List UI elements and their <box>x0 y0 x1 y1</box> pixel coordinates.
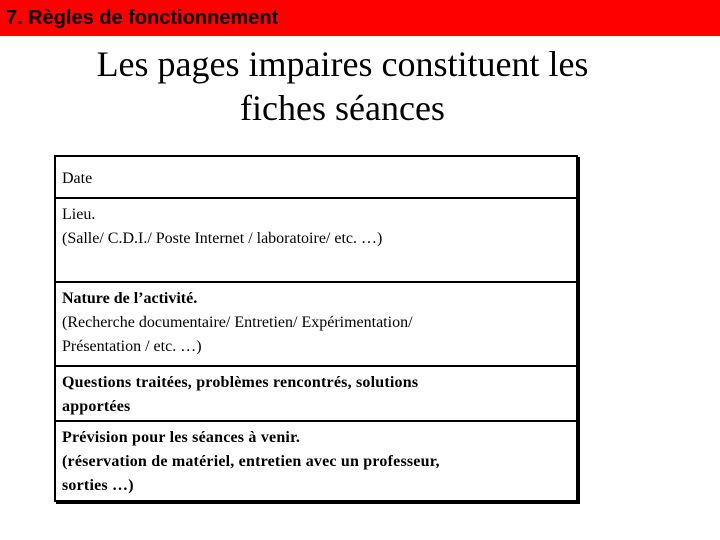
section-title: 7. Règles de fonctionnement <box>6 7 279 29</box>
form-row-planning <box>56 422 576 500</box>
form-row-questions <box>56 367 576 422</box>
location-examples: (Salle/ C.D.I./ Poste Internet / laboratoire/ etc. …) <box>62 230 383 247</box>
date-label: Date <box>62 170 93 187</box>
page-title-line-1: Les pages impaires constituent les <box>96 44 589 84</box>
activity-type-examples-line-1: (Recherche documentaire/ Entretien/ Expérimentation/ <box>62 314 413 331</box>
planning-examples-line-2: sorties …) <box>62 477 134 494</box>
header-bar <box>0 0 720 36</box>
form-row-activity-type <box>56 283 576 367</box>
planning-label: Prévision pour les séances à venir. <box>62 429 301 446</box>
form-row-location <box>56 199 576 283</box>
planning-examples-line-1: (réservation de matériel, entretien avec un professeur, <box>62 453 440 470</box>
page-title <box>0 42 685 130</box>
activity-type-examples-line-2: Présentation / etc. …) <box>62 338 202 355</box>
form-row-date <box>56 157 576 199</box>
activity-type-label: Nature de l’activité. <box>62 290 198 307</box>
location-label: Lieu. <box>62 206 96 223</box>
questions-label-line-2: apportées <box>62 398 131 415</box>
page-title-line-2: fiches séances <box>240 88 445 128</box>
session-form-table <box>54 155 578 502</box>
questions-label-line-1: Questions traitées, problèmes rencontrés, solutions <box>62 374 419 391</box>
